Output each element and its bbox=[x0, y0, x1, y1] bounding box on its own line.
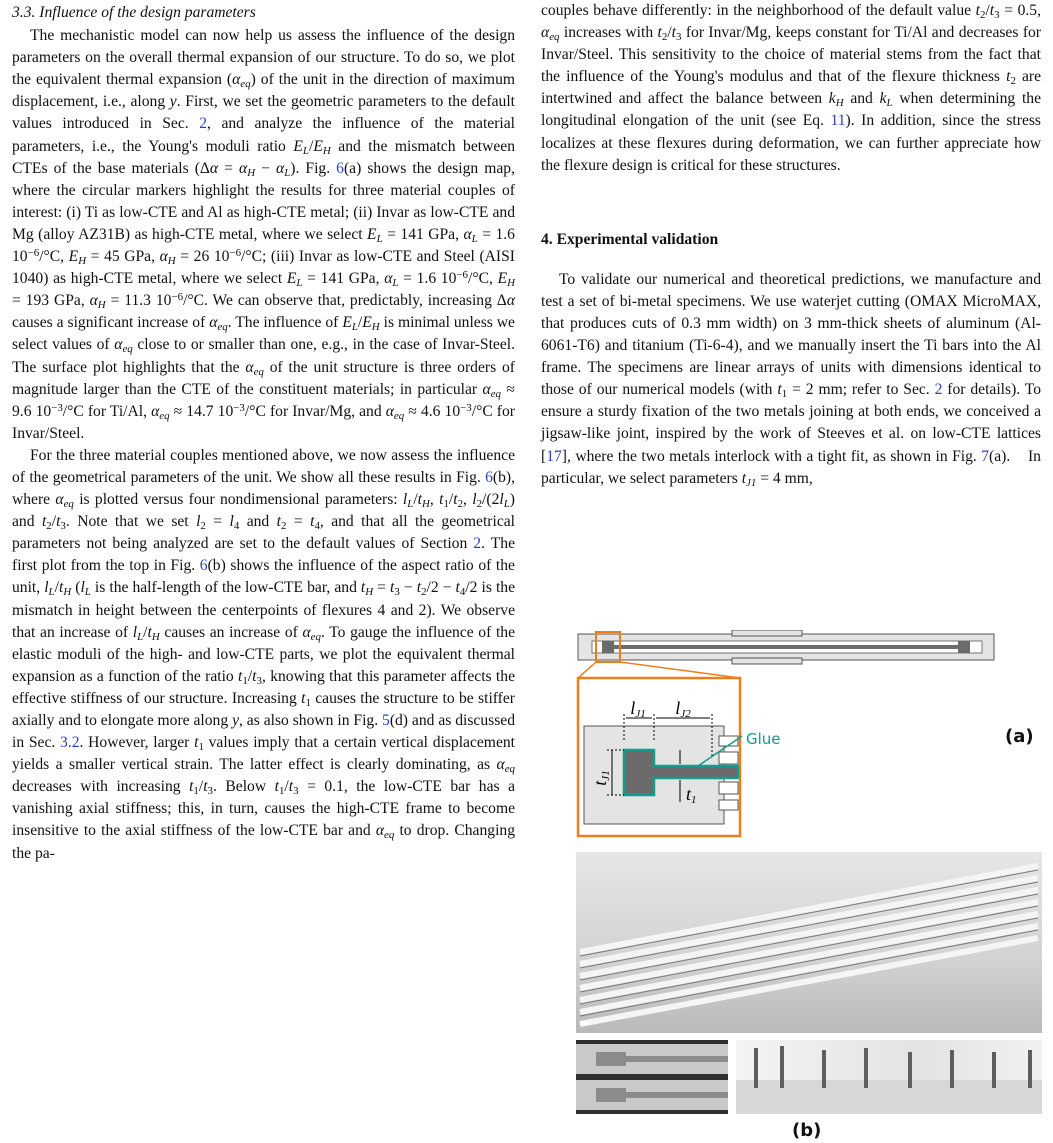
section-title: 3.3. Influence of the design parameters bbox=[12, 4, 256, 21]
specimen-boss-top bbox=[732, 630, 802, 636]
svg-text:t1: t1 bbox=[686, 784, 697, 806]
paragraph-flexure: couples behave differently: in the neighborhood of the default value $t_2/t_3 = 0.5$, $\alpha_{eq}$ increases with $t_2/t_3$ for Invar/Mg, keeps constant for Ti/Al and decreases for Invar/Steel. This sensitivity to the choice of material stems from the fact that the influence of the Young's modulus and that of the flexure thickness $t_2$ are intertwined and affect the balance between $k_H$ and $k_L$ when determining the longitudinal elongation of the unit (see Eq. 11). In addition, since the stress localizes at these flexures during deformation, we can further appreciate how the flexure design is critical for these structures. bbox=[541, 2, 1042, 174]
joint-photo-closeup bbox=[576, 1040, 728, 1114]
section-heading: 4. Experimental validation bbox=[541, 230, 719, 248]
left-column bbox=[12, 0, 515, 865]
flexure-photo-closeup bbox=[736, 1040, 1042, 1114]
joint-diagram bbox=[572, 630, 1042, 838]
figure-label-a: (a) bbox=[1005, 726, 1034, 747]
paragraph-experiment: To validate our numerical and theoretical predictions, we manufacture and test a set of bi-metal specimens. We use waterjet cutting (OMAX MicroMAX, that produces cuts of 0.3 mm width) on 3 mm-thick sheets of aluminum (Al-6061-T6) and titanium (Ti-6-4), and we manually insert the Ti bars into the Al frame. The specimens are linear arrays of units with dimensions identical to those of our numerical models (with $t_1 = 2$ mm; refer to Sec. 2 for details). To ensure a sturdy fixation of the two metals joining at both ends, we conceived a jigsaw-like joint, inspired by the work of Steeves et al. on low-CTE lattices [17], where the two metals interlock with a tight fit, as shown in Fig. 7(a). In particular, we select parameters $t_{J1} = 4$ mm, bbox=[541, 270, 1042, 489]
svg-text:lJ1: lJ1 bbox=[630, 698, 646, 720]
specimen-boss-bottom bbox=[732, 658, 802, 664]
paragraph-geometry: For the three material couples mentioned above, we now assess the influence of the geometrical parameters of the unit. We show all these results in Fig. 6(b), where $\alpha_{eq}$ is plotted versus four nondimensional parameters: $l_L/t_H$, $t_1/t_2$, $l_2/(2l_L)$ and $t_2/t_3$. Note that we set $l_2 = l_4$ and $t_2 = t_4$, and that all the geometrical parameters not being analyzed are set to the default values of Section 2. The first plot from the top in Fig. 6(b) shows the influence of the aspect ratio of the unit, $l_L/t_H$ ($l_L$ is the half-length of the low-CTE bar, and $t_H = t_3 - t_2/2 - t_4/2$ is the mismatch in height between the centerpoints of flexures 4 and 2). We observe that an increase of $l_L/t_H$ causes an increase of $\alpha_{eq}$. To gauge the influence of the elastic moduli of the high- and low-CTE parts, we plot the equivalent thermal expansion as a function of the ratio $t_1/t_3$, knowing that this parameter affects the effective stiffness of our structure. Increasing $t_1$ causes the structure to be stiffer axially and to elongate more along y, as also shown in Fig. 5(d) and as discussed in Sec. 3.2. However, larger $t_1$ values imply that a certain vertical displacement yields a smaller vertical strain. The latter effect is clearly dominating, as $\alpha_{eq}$ decreases with increasing $t_1/t_3$. Below $t_1/t_3 = 0.1$, the low-CTE bar has a vanishing axial stiffness; this, in turn, causes the high-CTE frame to become insensitive to the axial stiffness of the low-CTE bar and $\alpha_{eq}$ to drop. Changing the pa- bbox=[12, 446, 516, 862]
svg-text:tJ1: tJ1 bbox=[590, 770, 612, 786]
ti-bar bbox=[602, 645, 970, 649]
specimen-photo bbox=[576, 852, 1042, 1033]
ti-end-left bbox=[602, 641, 614, 653]
zoom-detail bbox=[578, 678, 742, 836]
svg-text:lJ2: lJ2 bbox=[675, 698, 691, 720]
glue-label: Glue bbox=[746, 730, 781, 748]
ti-end-right bbox=[958, 641, 970, 653]
figure-label-b: (b) bbox=[792, 1120, 822, 1141]
paragraph-design-map: The mechanistic model can now help us assess the influence of the design parameters on the overall thermal expansion of our structure. To do so, we plot the equivalent thermal expansion $(\alpha_{eq})$ of the unit in the direction of maximum displacement, i.e., along y. First, we set the geometric parameters to the default values introduced in Sec. 2, and analyze the influence of the material parameters, i.e., the Young's moduli ratio $E_L/E_H$ and the mismatch between CTEs of the base materials $(\Delta\alpha = \alpha_H - \alpha_L)$. Fig. 6(a) shows the design map, where the circular markers highlight the results for three material couples of interest: (i) Ti as low-CTE and Al as high-CTE metal; (ii) Invar as low-CTE and Mg (alloy AZ31B) as high-CTE metal, where we select $E_L = 141$ GPa, $\alpha_L = 1.6$ $10^{-6}/^\circ C$, $E_H = 45$ GPa, $\alpha_H = 26$ $10^{-6}/^\circ C$; (iii) Invar as low-CTE and Steel (AISI 1040) as high-CTE metal, where we select $E_L = 141$ GPa, $\alpha_L = 1.6$ $10^{-6}/^\circ C$, $E_H = 193$ GPa, $\alpha_H = 11.3$ $10^{-6}/^\circ C$. We can observe that, predictably, increasing Δα causes a significant increase of $\alpha_{eq}$. The influence of $E_L/E_H$ is minimal unless we select values of $\alpha_{eq}$ close to or smaller than one, e.g., in the case of Invar-Steel. The surface plot highlights that the $\alpha_{eq}$ of the unit structure is three orders of magnitude larger than the CTE of the constituent materials; in particular $\alpha_{eq} \approx 9.6$ $10^{-3}/^\circ C$ for Ti/Al, $\alpha_{eq} \approx 14.7$ $10^{-3}/^\circ C$ for Invar/Mg, and $\alpha_{eq} \approx 4.6$ $10^{-3}/^\circ C$ for Invar/Steel. bbox=[12, 27, 515, 442]
right-column bbox=[541, 0, 1041, 490]
